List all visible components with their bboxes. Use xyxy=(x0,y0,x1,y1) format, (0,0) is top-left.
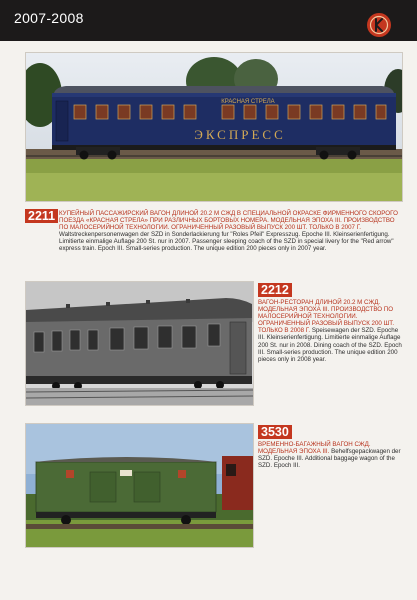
coach-lettering-top: КРАСНАЯ СТРЕЛА xyxy=(221,99,275,105)
photo-baggage-wagon xyxy=(25,423,254,548)
product-number-2212: 2212 xyxy=(258,283,292,297)
page-title: 2007-2008 xyxy=(14,10,84,26)
product-description-3530 xyxy=(258,441,404,469)
coach-lettering-main: ЭКСПРЕСС xyxy=(194,127,286,142)
description-de: Waltstreckenpersonenwagen der SZD in Sonderlackierung fur "Roles Pfeil" Expresszug. Epoche III. Kleinserienfertigung. Limitierte einmalige Auflage 200 St. nur in 2007. xyxy=(59,231,390,246)
photo-dining-coach xyxy=(25,281,254,406)
product-description-2212 xyxy=(258,299,404,363)
description-de: Speisewagen der SZD. Epoche III. Kleinserienfertigung. Limitierte einmalige Auflage 200 St. nur in 2008. xyxy=(258,327,401,349)
description-ru: ВАГОН-РЕСТОРАН ДЛИНОЙ 20.2 М СЖД. МОДЕЛЬНАЯ ЭПОХА III. ПРОИЗВОДСТВО ПО МАЛОСЕРИЙНОЙ ТЕХНОЛОГИИ. ОГРАНИЧЕННЫЙ РАЗОВЫЙ ВЫПУСК 200 ШТ. ТОЛЬКО В 2008 Г. xyxy=(258,299,395,335)
description-en: Dining coach of the SZD. Epoch III. Small-series production. The unique edition 200 pieces only in 2008 year. xyxy=(258,341,402,363)
circular-brand-logo-icon xyxy=(366,12,392,38)
description-en: Passenger sleeping coach of the SZD in special livery for the "Red arrow" express train. Epoch III. Small-series production. The unique edition 200 pieces only in 2007 year. xyxy=(59,238,394,253)
product-number-3530: 3530 xyxy=(258,425,292,439)
description-en: Additional baggage wagon of the SZD. Epoch III. xyxy=(258,455,395,470)
page-header xyxy=(0,0,417,41)
description-ru: ВРЕМЕННО-БАГАЖНЫЙ ВАГОН СЖД. МОДЕЛЬНАЯ ЭПОХА III. xyxy=(258,441,371,456)
product-number-2211: 2211 xyxy=(25,209,58,223)
description-ru: КУПЕЙНЫЙ ПАССАЖИРСКИЙ ВАГОН ДЛИНОЙ 20.2 М СЖД В СПЕЦИАЛЬНОЙ ОКРАСКЕ ФИРМЕННОГО СКОРОГО ПОЕЗДА «КРАСНАЯ СТРЕЛА» ПРИ РАЗЛИЧНЫХ БОРТОВЫХ НОМЕРА. МОДЕЛЬНАЯ ЭПОХА III. ПРОИЗВОДСТВО ПО МАЛОСЕРИЙНОЙ ТЕХНОЛОГИИ. ОГРАНИЧЕННЫЙ РАЗОВЫЙ ВЫПУСК 200 ШТ. ТОЛЬКО В 2007 Г. xyxy=(59,210,398,232)
description-de: Behelfsgepackwagen der SZD. Epoche III. xyxy=(258,448,401,463)
photo-red-arrow-coach xyxy=(25,52,403,202)
product-description-2211 xyxy=(59,210,401,253)
